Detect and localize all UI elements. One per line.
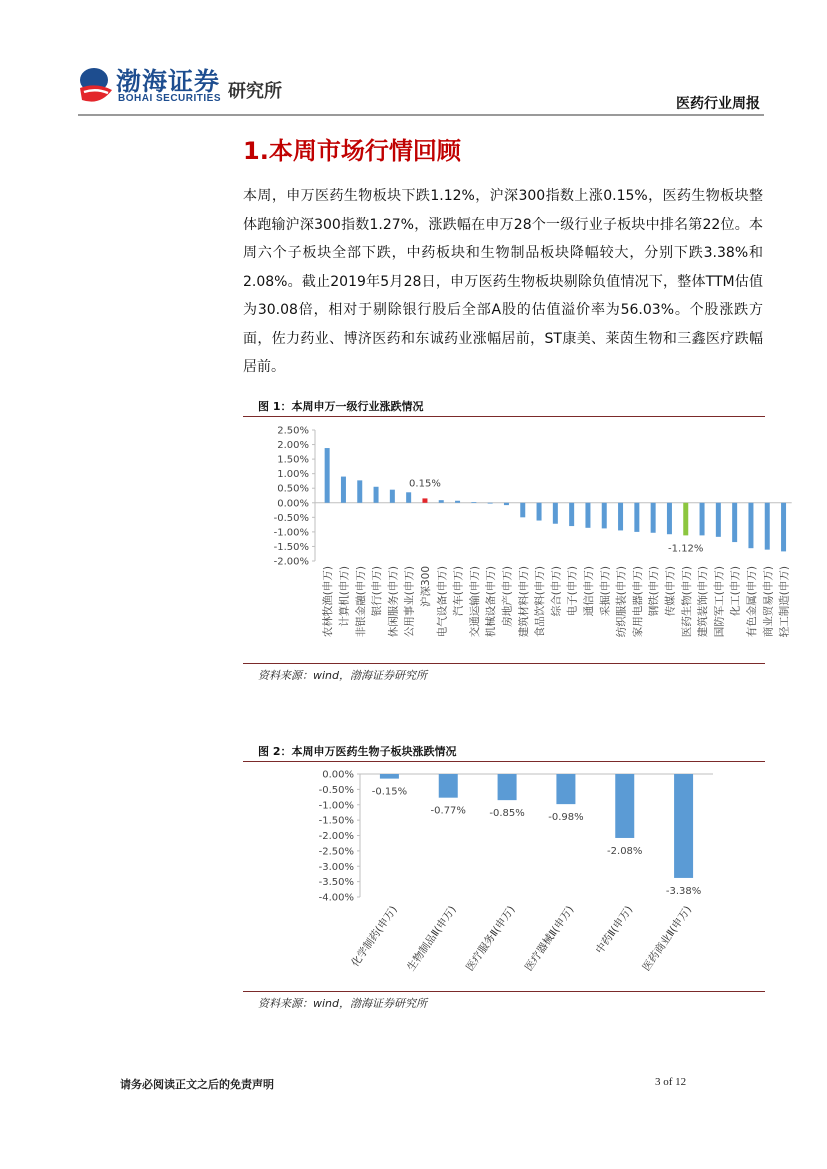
footer-disclaimer: 请务必阅读正文之后的免责声明 — [120, 1078, 274, 1091]
bar — [537, 503, 542, 521]
bar — [504, 503, 509, 505]
y-tick-label: 2.00% — [277, 440, 309, 452]
bar — [569, 503, 574, 526]
bar — [422, 498, 427, 502]
x-tick-label: 轻工制造(申万) — [778, 566, 791, 638]
data-label: -0.77% — [430, 805, 466, 817]
bar — [553, 503, 558, 524]
bar — [667, 503, 672, 534]
market-review-paragraph: 本周，申万医药生物板块下跌1.12%，沪深300指数上涨0.15%，医药生物板块整体跑输沪深300指数1.27%，涨跌幅在申万28个一级行业子板块中排名第22位。本周六个子板块全部下跌，中药板块和生物制品板块降幅较大，分别下跌3.38%和2.08%。截止2019年5月28日，申万医药生物板块剔除负值情况下，整体TTM估值为30.08倍，相对于剔除银行股后全部A股的估值溢价率为56.03%。个股涨跌方面，佐力药业、博济医药和东诚药业涨幅居前，ST康美、莱茵生物和三鑫医疗跌幅居前。 — [243, 188, 763, 375]
x-tick-label: 生物制品Ⅱ(申万) — [405, 903, 459, 974]
bar — [406, 492, 411, 502]
figure1-caption: 图 1：本周申万一级行业涨跌情况 — [258, 400, 424, 413]
bar — [732, 503, 737, 542]
y-tick-label: -3.00% — [318, 861, 354, 873]
x-tick-label: 家用电器(申万) — [631, 566, 644, 638]
bar — [488, 503, 493, 504]
data-label: -1.12% — [668, 543, 704, 555]
x-tick-label: 交通运输(申万) — [468, 566, 481, 638]
x-tick-label: 电子(申万) — [566, 566, 579, 617]
bar — [390, 490, 395, 503]
bar — [716, 503, 721, 537]
bar — [748, 503, 753, 548]
figure2-chart — [243, 763, 765, 990]
x-tick-label: 医疗器械Ⅱ(申万) — [522, 903, 577, 974]
y-tick-label: 0.00% — [322, 769, 354, 781]
bar — [455, 501, 460, 503]
y-tick-label: -1.50% — [318, 815, 354, 827]
y-tick-label: -0.50% — [318, 784, 354, 796]
bar — [700, 503, 705, 536]
data-label: 0.15% — [409, 478, 441, 490]
bar — [615, 774, 634, 838]
data-label: -3.38% — [665, 885, 702, 897]
x-tick-label: 通信(申万) — [582, 566, 595, 617]
x-tick-label: 银行(申万) — [371, 566, 384, 617]
y-tick-label: -0.50% — [273, 512, 309, 524]
bar — [520, 503, 525, 518]
x-tick-label: 化工(申万) — [729, 566, 742, 617]
page-number: 3 of 12 — [655, 1076, 687, 1088]
x-tick-label: 食品饮料(申万) — [534, 566, 547, 638]
section-title: 1.本周市场行情回顾 — [243, 137, 461, 165]
y-tick-label: 0.50% — [277, 483, 309, 495]
x-tick-label: 休闲服务(申万) — [387, 566, 400, 638]
logo-chinese-name: 渤海证券 — [116, 67, 221, 96]
bar — [471, 502, 476, 503]
bar — [602, 503, 607, 529]
y-tick-label: 0.00% — [277, 498, 309, 510]
y-tick-label: -3.50% — [318, 877, 354, 889]
bar — [374, 487, 379, 503]
report-header — [78, 60, 762, 115]
x-tick-label: 医疗服务Ⅱ(申万) — [463, 903, 518, 974]
figure1-top-rule — [243, 416, 765, 417]
x-tick-label: 电气设备(申万) — [436, 566, 449, 638]
y-tick-label: -1.00% — [318, 800, 354, 812]
figure2-caption: 图 2：本周申万医药生物子板块涨跌情况 — [258, 745, 457, 758]
data-label: -0.98% — [548, 812, 584, 824]
bohai-logo-icon — [78, 66, 114, 106]
x-tick-label: 化学制药(申万) — [349, 903, 400, 970]
x-tick-label: 纺织服装(申万) — [615, 566, 628, 638]
x-tick-label: 综合(申万) — [550, 566, 563, 617]
figure1-source: 资料来源：wind，渤海证券研究所 — [258, 669, 428, 682]
data-label: -0.85% — [489, 808, 525, 820]
figure1-bottom-rule — [243, 663, 765, 664]
x-tick-label: 钢铁(申万) — [648, 566, 661, 617]
x-tick-label: 公用事业(申万) — [403, 566, 416, 638]
bar — [380, 774, 399, 779]
report-type: 医药行业周报 — [676, 96, 760, 112]
y-tick-label: -2.50% — [318, 846, 354, 858]
x-tick-label: 汽车(申万) — [452, 566, 465, 617]
data-label: -0.15% — [371, 786, 408, 798]
x-tick-label: 医药商业Ⅱ(申万) — [640, 903, 695, 974]
x-tick-label: 房地产(申万) — [501, 566, 514, 627]
bar — [357, 480, 362, 502]
bar — [765, 503, 770, 550]
x-tick-label: 采掘(申万) — [599, 566, 612, 617]
y-tick-label: -2.00% — [318, 831, 354, 842]
bar — [634, 503, 639, 532]
bar — [651, 503, 656, 533]
y-tick-label: -2.00% — [273, 556, 309, 568]
x-tick-label: 建筑装饰(申万) — [697, 566, 710, 638]
figure1-chart — [243, 418, 791, 661]
header-divider — [78, 114, 764, 116]
x-tick-label: 医药生物(申万) — [680, 566, 693, 638]
x-tick-label: 非银金融(申万) — [354, 566, 367, 638]
bar — [556, 774, 575, 804]
bar — [585, 503, 590, 528]
x-tick-label: 建筑材料(申万) — [517, 566, 530, 638]
x-tick-label: 计算机(申万) — [338, 566, 351, 627]
bar — [618, 503, 623, 531]
x-tick-label: 商业贸易(申万) — [762, 566, 775, 638]
figure2-bottom-rule — [243, 991, 765, 992]
x-tick-label: 农林牧渔(申万) — [322, 566, 335, 638]
y-tick-label: 1.00% — [277, 469, 309, 481]
bar — [674, 774, 693, 878]
y-tick-label: -1.00% — [273, 527, 309, 539]
bar — [498, 774, 517, 800]
bar — [341, 477, 346, 503]
data-label: -2.08% — [607, 845, 643, 857]
x-tick-label: 传媒(申万) — [664, 566, 677, 617]
x-tick-label: 沪深300 — [419, 566, 432, 608]
bar — [683, 503, 688, 536]
x-tick-label: 有色金属(申万) — [745, 566, 758, 638]
bar — [439, 500, 444, 503]
y-tick-label: -4.00% — [318, 892, 354, 904]
x-tick-label: 机械设备(申万) — [485, 566, 498, 638]
y-tick-label: 2.50% — [277, 425, 309, 437]
figure2-source: 资料来源：wind，渤海证券研究所 — [258, 997, 428, 1010]
bar — [439, 774, 458, 798]
bar — [325, 448, 330, 503]
figure2-top-rule — [243, 761, 765, 762]
x-tick-label: 中药Ⅱ(申万) — [593, 903, 636, 957]
y-tick-label: -1.50% — [273, 541, 309, 553]
x-tick-label: 国防军工(申万) — [713, 566, 726, 638]
logo-english-name: BOHAI SECURITIES — [118, 93, 222, 104]
bar — [781, 503, 786, 552]
y-tick-label: 1.50% — [277, 454, 309, 466]
institute-name: 研究所 — [228, 81, 282, 102]
